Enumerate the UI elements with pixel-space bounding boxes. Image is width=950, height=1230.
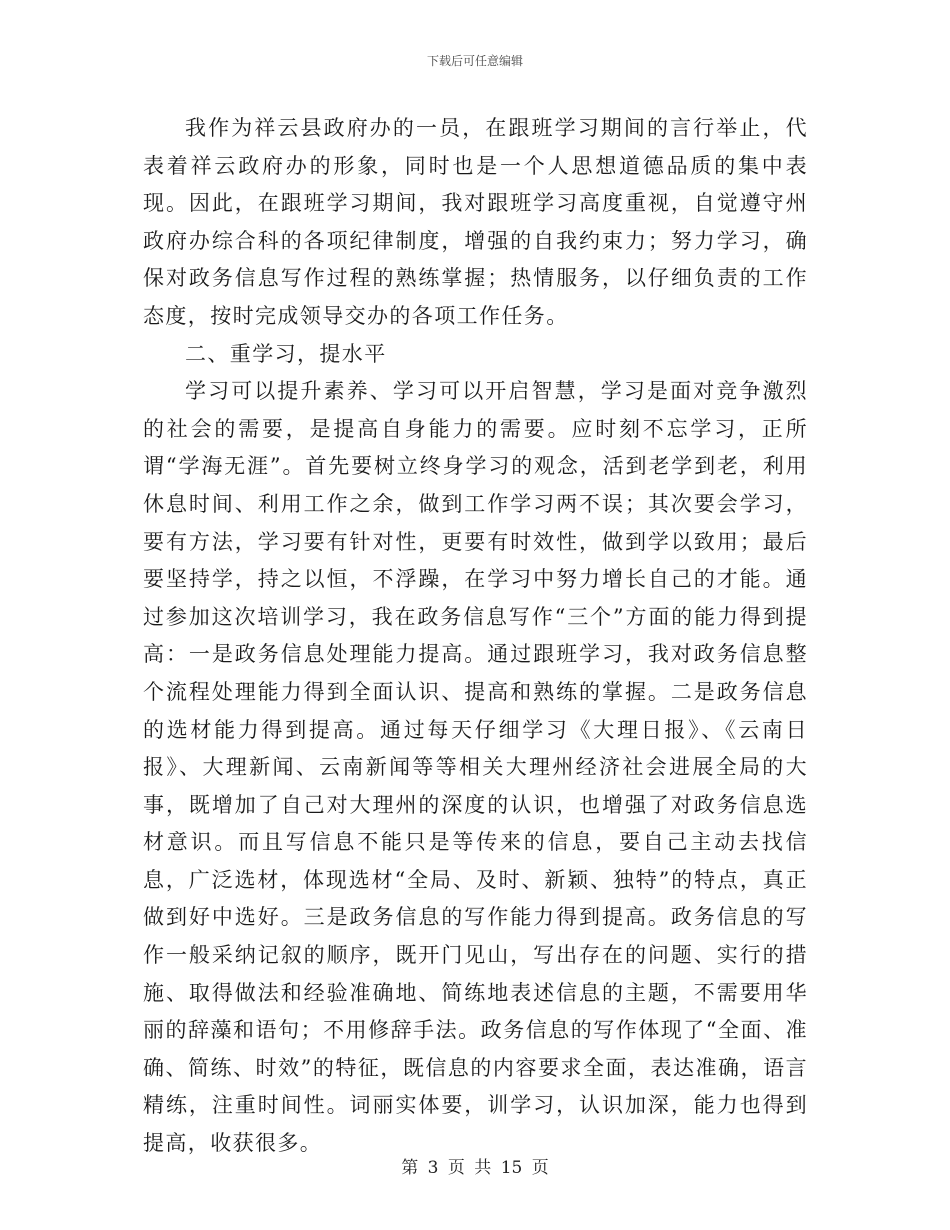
document-body <box>143 110 808 1163</box>
page-header: 下载后可任意编辑 <box>426 54 523 68</box>
page-number: 第 3 页 共 15 页 <box>401 1158 549 1178</box>
paragraph-learning: 学习可以提升素养、学习可以开启智慧，学习是面对竞争激烈的社会的需要，是提高自身能力的需要。应时刻不忘学习，正所谓“学海无涯”。首先要树立终身学习的观念，活到老学到老，利用休息时间、利用工作之余，做到工作学习两不误；其次要会学习，要有方法，学习要有针对性，更要有时效性，做到学以致用；最后要坚持学，持之以恒，不浮躁，在学习中努力增长自己的才能。通过参加这次培训学习，我在政务信息写作“三个”方面的能力得到提高：一是政务信息处理能力提高。通过跟班学习，我对政务信息整个流程处理能力得到全面认识、提高和熟练的掌握。二是政务信息的选材能力得到提高。通过每天仔细学习《大理日报》、《云南日报》、大理新闻、云南新闻等等相关大理州经济社会进展全局的大事，既增加了自己对大理州的深度的认识，也增强了对政务信息选材意识。而且写信息不能只是等传来的信息，要自己主动去找信息，广泛选材，体现选材“全局、及时、新颖、独特”的特点，真正做到好中选好。三是政务信息的写作能力得到提高。政务信息的写作一般采纳记叙的顺序，既开门见山，写出存在的问题、实行的措施、取得做法和经验准确地、简练地表述信息的主题，不需要用华丽的辞藻和语句；不用修辞手法。政务信息的写作体现了“全面、准确、简练、时效”的特征，既信息的内容要求全面，表达准确，语言精练，注重时间性。词丽实体要，训学习，认识加深，能力也得到提高，收获很多。 <box>143 379 808 1156</box>
section-heading: 二、重学习，提水平 <box>185 341 387 366</box>
paragraph-conduct: 我作为祥云县政府办的一员，在跟班学习期间的言行举止，代表着祥云政府办的形象，同时也是一个人思想道德品质的集中表现。因此，在跟班学习期间，我对跟班学习高度重视，自觉遵守州政府办综合科的各项纪律制度，增强的自我约束力；努力学习，确保对政务信息写作过程的熟练掌握；热情服务，以仔细负责的工作态度，按时完成领导交办的各项工作任务。 <box>143 116 808 328</box>
